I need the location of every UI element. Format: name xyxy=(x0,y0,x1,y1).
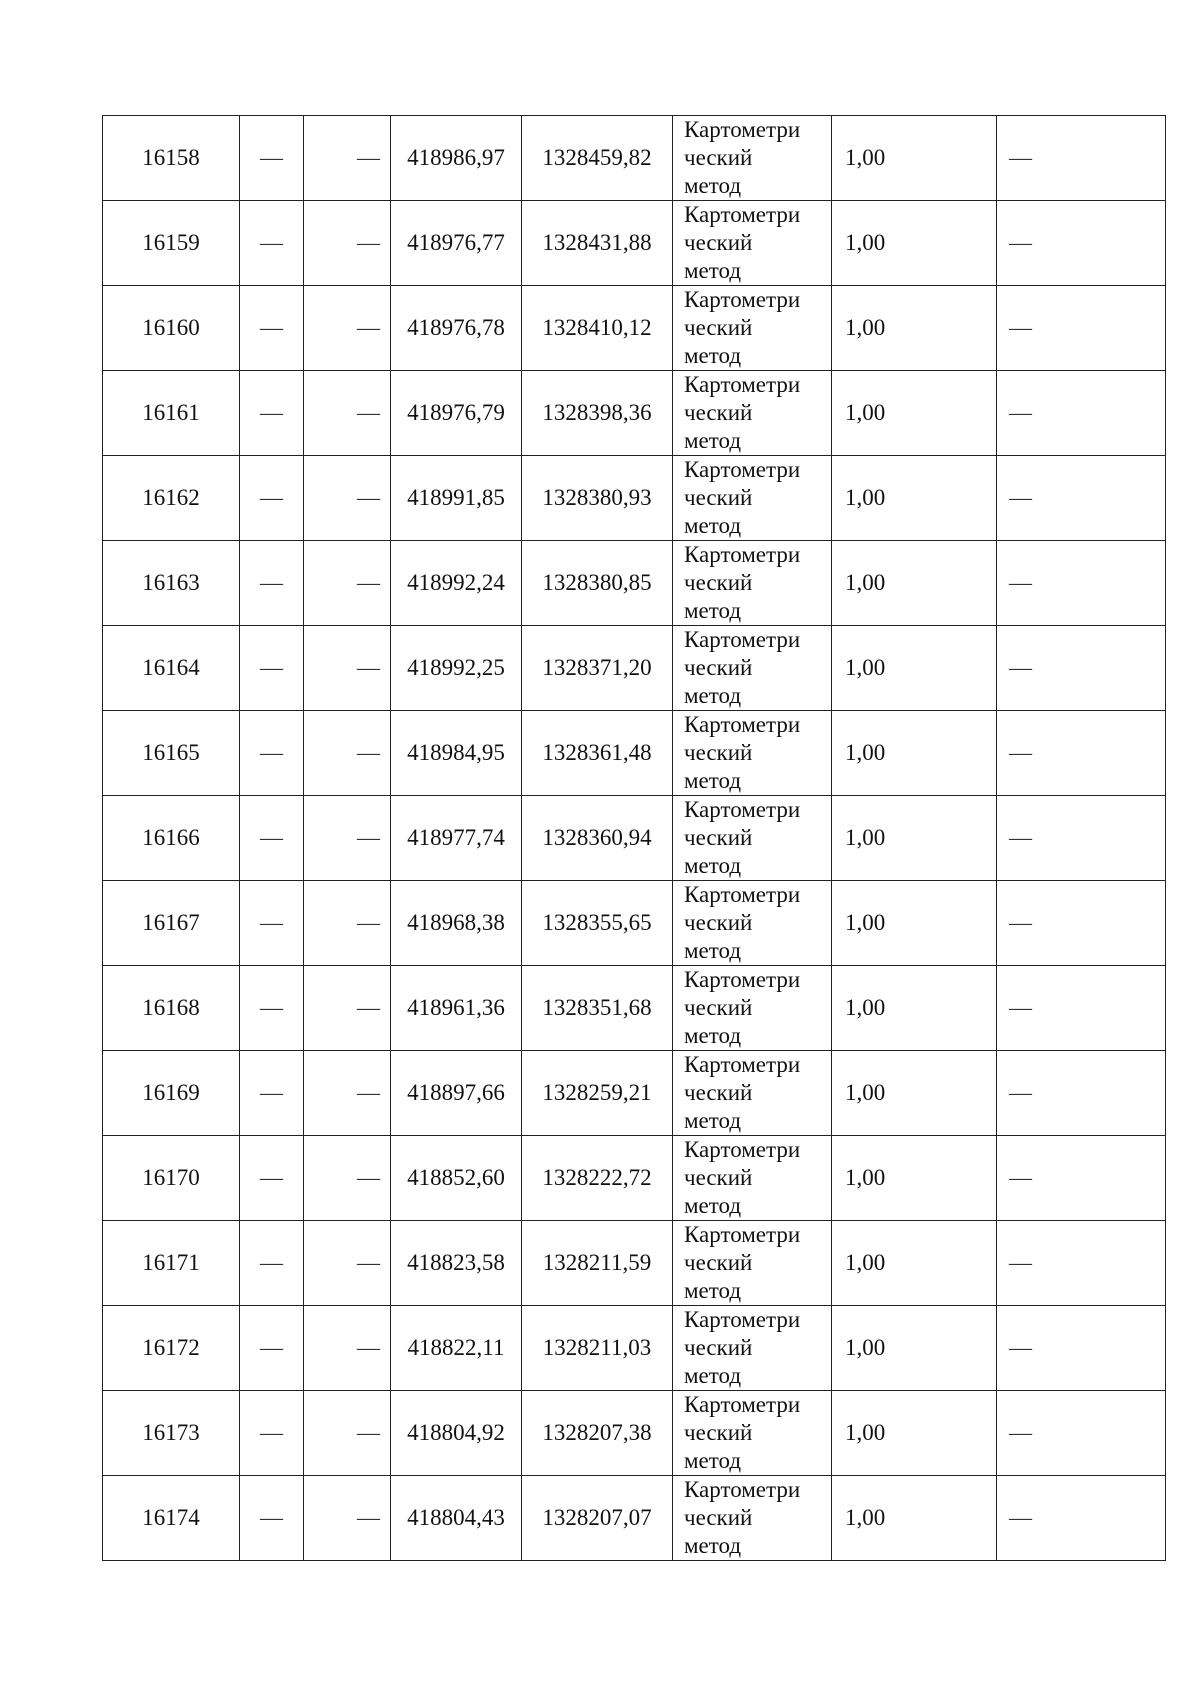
point-number-cell: 16171 xyxy=(103,1221,240,1306)
x-coordinate-cell: 418992,25 xyxy=(391,626,522,711)
method-cell xyxy=(673,116,832,201)
empty-dash-cell: — xyxy=(304,1476,391,1561)
empty-dash-cell: — xyxy=(997,1476,1166,1561)
method-text-line: метод xyxy=(684,258,742,283)
y-coordinate-cell: 1328351,68 xyxy=(522,966,673,1051)
method-text-line: метод xyxy=(684,173,742,198)
point-number-cell: 16158 xyxy=(103,116,240,201)
method-cell xyxy=(673,1136,832,1221)
method-text-line: ческий xyxy=(684,1165,753,1190)
y-coordinate-cell: 1328459,82 xyxy=(522,116,673,201)
method-text-line: ческий xyxy=(684,1250,753,1275)
method-cell xyxy=(673,881,832,966)
empty-dash-cell: — xyxy=(304,1306,391,1391)
table-row xyxy=(103,541,1166,626)
point-number-cell: 16164 xyxy=(103,626,240,711)
y-coordinate-cell: 1328410,12 xyxy=(522,286,673,371)
empty-dash-cell: — xyxy=(304,966,391,1051)
method-text-line: Картометри xyxy=(684,202,801,227)
x-coordinate-cell: 418852,60 xyxy=(391,1136,522,1221)
empty-dash-cell: — xyxy=(304,456,391,541)
empty-dash-cell: — xyxy=(240,711,304,796)
empty-dash-cell: — xyxy=(997,116,1166,201)
point-number-cell: 16163 xyxy=(103,541,240,626)
empty-dash-cell: — xyxy=(997,286,1166,371)
point-number-cell: 16165 xyxy=(103,711,240,796)
point-number-cell: 16161 xyxy=(103,371,240,456)
table-row xyxy=(103,1051,1166,1136)
method-text-line: метод xyxy=(684,1533,742,1558)
empty-dash-cell: — xyxy=(304,1051,391,1136)
method-cell xyxy=(673,1391,832,1476)
empty-dash-cell: — xyxy=(240,796,304,881)
x-coordinate-cell: 418991,85 xyxy=(391,456,522,541)
method-cell xyxy=(673,1221,832,1306)
method-cell xyxy=(673,711,832,796)
empty-dash-cell: — xyxy=(304,201,391,286)
method-text-line: метод xyxy=(684,1023,742,1048)
method-cell xyxy=(673,1306,832,1391)
table-row xyxy=(103,1476,1166,1561)
method-text-line: метод xyxy=(684,1108,742,1133)
x-coordinate-cell: 418804,43 xyxy=(391,1476,522,1561)
accuracy-cell: 1,00 xyxy=(832,626,997,711)
accuracy-cell: 1,00 xyxy=(832,541,997,626)
empty-dash-cell: — xyxy=(997,1136,1166,1221)
point-number-cell: 16169 xyxy=(103,1051,240,1136)
empty-dash-cell: — xyxy=(304,626,391,711)
method-text-line: Картометри xyxy=(684,1477,801,1502)
table-row xyxy=(103,456,1166,541)
empty-dash-cell: — xyxy=(997,371,1166,456)
method-text-line: метод xyxy=(684,598,742,623)
x-coordinate-cell: 418804,92 xyxy=(391,1391,522,1476)
accuracy-cell: 1,00 xyxy=(832,1476,997,1561)
accuracy-cell: 1,00 xyxy=(832,881,997,966)
empty-dash-cell: — xyxy=(240,201,304,286)
x-coordinate-cell: 418984,95 xyxy=(391,711,522,796)
method-text-line: Картометри xyxy=(684,1222,801,1247)
method-text-line: Картометри xyxy=(684,627,801,652)
method-cell xyxy=(673,201,832,286)
point-number-cell: 16162 xyxy=(103,456,240,541)
accuracy-cell: 1,00 xyxy=(832,286,997,371)
empty-dash-cell: — xyxy=(304,711,391,796)
y-coordinate-cell: 1328431,88 xyxy=(522,201,673,286)
y-coordinate-cell: 1328211,59 xyxy=(522,1221,673,1306)
method-text-line: Картометри xyxy=(684,967,801,992)
method-cell xyxy=(673,371,832,456)
method-text-line: метод xyxy=(684,1278,742,1303)
table-row xyxy=(103,881,1166,966)
empty-dash-cell: — xyxy=(240,1306,304,1391)
point-number-cell: 16172 xyxy=(103,1306,240,1391)
method-text-line: Картометри xyxy=(684,1052,801,1077)
method-text-line: ческий xyxy=(684,995,753,1020)
empty-dash-cell: — xyxy=(997,1051,1166,1136)
y-coordinate-cell: 1328380,93 xyxy=(522,456,673,541)
method-text-line: ческий xyxy=(684,655,753,680)
method-text-line: Картометри xyxy=(684,882,801,907)
empty-dash-cell: — xyxy=(240,116,304,201)
empty-dash-cell: — xyxy=(304,371,391,456)
accuracy-cell: 1,00 xyxy=(832,456,997,541)
method-text-line: метод xyxy=(684,1363,742,1388)
table-row xyxy=(103,1221,1166,1306)
accuracy-cell: 1,00 xyxy=(832,116,997,201)
method-text-line: ческий xyxy=(684,145,753,170)
point-number-cell: 16159 xyxy=(103,201,240,286)
method-cell xyxy=(673,1476,832,1561)
empty-dash-cell: — xyxy=(240,371,304,456)
empty-dash-cell: — xyxy=(240,626,304,711)
accuracy-cell: 1,00 xyxy=(832,1051,997,1136)
method-text-line: метод xyxy=(684,343,742,368)
table-row xyxy=(103,711,1166,796)
empty-dash-cell: — xyxy=(240,456,304,541)
method-text-line: Картометри xyxy=(684,542,801,567)
accuracy-cell: 1,00 xyxy=(832,796,997,881)
accuracy-cell: 1,00 xyxy=(832,1391,997,1476)
empty-dash-cell: — xyxy=(997,1221,1166,1306)
method-text-line: ческий xyxy=(684,485,753,510)
method-cell xyxy=(673,541,832,626)
method-text-line: ческий xyxy=(684,1080,753,1105)
method-text-line: ческий xyxy=(684,230,753,255)
method-text-line: метод xyxy=(684,938,742,963)
empty-dash-cell: — xyxy=(304,116,391,201)
y-coordinate-cell: 1328211,03 xyxy=(522,1306,673,1391)
accuracy-cell: 1,00 xyxy=(832,371,997,456)
point-number-cell: 16160 xyxy=(103,286,240,371)
empty-dash-cell: — xyxy=(240,966,304,1051)
table-row xyxy=(103,1306,1166,1391)
point-number-cell: 16170 xyxy=(103,1136,240,1221)
y-coordinate-cell: 1328207,07 xyxy=(522,1476,673,1561)
x-coordinate-cell: 418968,38 xyxy=(391,881,522,966)
x-coordinate-cell: 418822,11 xyxy=(391,1306,522,1391)
empty-dash-cell: — xyxy=(997,711,1166,796)
point-number-cell: 16173 xyxy=(103,1391,240,1476)
empty-dash-cell: — xyxy=(240,881,304,966)
empty-dash-cell: — xyxy=(997,541,1166,626)
y-coordinate-cell: 1328222,72 xyxy=(522,1136,673,1221)
empty-dash-cell: — xyxy=(240,541,304,626)
table-row xyxy=(103,201,1166,286)
empty-dash-cell: — xyxy=(997,1306,1166,1391)
method-text-line: Картометри xyxy=(684,1137,801,1162)
x-coordinate-cell: 418992,24 xyxy=(391,541,522,626)
method-text-line: ческий xyxy=(684,1335,753,1360)
empty-dash-cell: — xyxy=(240,1221,304,1306)
empty-dash-cell: — xyxy=(240,1476,304,1561)
method-text-line: ческий xyxy=(684,1505,753,1530)
empty-dash-cell: — xyxy=(304,881,391,966)
y-coordinate-cell: 1328380,85 xyxy=(522,541,673,626)
accuracy-cell: 1,00 xyxy=(832,966,997,1051)
method-cell xyxy=(673,796,832,881)
method-text-line: метод xyxy=(684,428,742,453)
empty-dash-cell: — xyxy=(304,286,391,371)
table-row xyxy=(103,796,1166,881)
method-text-line: Картометри xyxy=(684,1307,801,1332)
method-cell xyxy=(673,1051,832,1136)
method-text-line: ческий xyxy=(684,400,753,425)
empty-dash-cell: — xyxy=(997,796,1166,881)
empty-dash-cell: — xyxy=(304,541,391,626)
y-coordinate-cell: 1328355,65 xyxy=(522,881,673,966)
table-row xyxy=(103,286,1166,371)
method-text-line: метод xyxy=(684,683,742,708)
method-cell xyxy=(673,456,832,541)
empty-dash-cell: — xyxy=(304,796,391,881)
method-text-line: ческий xyxy=(684,315,753,340)
table-row xyxy=(103,966,1166,1051)
table-row xyxy=(103,1391,1166,1476)
empty-dash-cell: — xyxy=(997,456,1166,541)
y-coordinate-cell: 1328259,21 xyxy=(522,1051,673,1136)
table-row xyxy=(103,371,1166,456)
point-number-cell: 16166 xyxy=(103,796,240,881)
y-coordinate-cell: 1328207,38 xyxy=(522,1391,673,1476)
point-number-cell: 16174 xyxy=(103,1476,240,1561)
method-text-line: Картометри xyxy=(684,372,801,397)
method-cell xyxy=(673,286,832,371)
accuracy-cell: 1,00 xyxy=(832,1221,997,1306)
empty-dash-cell: — xyxy=(997,626,1166,711)
empty-dash-cell: — xyxy=(240,286,304,371)
method-text-line: ческий xyxy=(684,1420,753,1445)
method-text-line: Картометри xyxy=(684,1392,801,1417)
table-row xyxy=(103,116,1166,201)
method-text-line: Картометри xyxy=(684,287,801,312)
method-text-line: метод xyxy=(684,1193,742,1218)
method-text-line: Картометри xyxy=(684,712,801,737)
accuracy-cell: 1,00 xyxy=(832,1136,997,1221)
table-row xyxy=(103,626,1166,711)
empty-dash-cell: — xyxy=(304,1136,391,1221)
method-text-line: ческий xyxy=(684,910,753,935)
empty-dash-cell: — xyxy=(240,1391,304,1476)
empty-dash-cell: — xyxy=(240,1051,304,1136)
empty-dash-cell: — xyxy=(240,1136,304,1221)
method-text-line: метод xyxy=(684,768,742,793)
accuracy-cell: 1,00 xyxy=(832,1306,997,1391)
empty-dash-cell: — xyxy=(997,881,1166,966)
x-coordinate-cell: 418897,66 xyxy=(391,1051,522,1136)
table-body xyxy=(103,116,1166,1561)
method-text-line: Картометри xyxy=(684,117,801,142)
empty-dash-cell: — xyxy=(304,1221,391,1306)
y-coordinate-cell: 1328360,94 xyxy=(522,796,673,881)
x-coordinate-cell: 418823,58 xyxy=(391,1221,522,1306)
x-coordinate-cell: 418976,78 xyxy=(391,286,522,371)
x-coordinate-cell: 418976,79 xyxy=(391,371,522,456)
method-text-line: ческий xyxy=(684,825,753,850)
x-coordinate-cell: 418976,77 xyxy=(391,201,522,286)
method-text-line: Картометри xyxy=(684,797,801,822)
method-text-line: метод xyxy=(684,513,742,538)
method-text-line: ческий xyxy=(684,740,753,765)
y-coordinate-cell: 1328398,36 xyxy=(522,371,673,456)
accuracy-cell: 1,00 xyxy=(832,201,997,286)
table-row xyxy=(103,1136,1166,1221)
point-number-cell: 16168 xyxy=(103,966,240,1051)
method-cell xyxy=(673,966,832,1051)
empty-dash-cell: — xyxy=(997,201,1166,286)
method-text-line: ческий xyxy=(684,570,753,595)
method-text-line: метод xyxy=(684,853,742,878)
empty-dash-cell: — xyxy=(304,1391,391,1476)
method-text-line: Картометри xyxy=(684,457,801,482)
accuracy-cell: 1,00 xyxy=(832,711,997,796)
x-coordinate-cell: 418977,74 xyxy=(391,796,522,881)
x-coordinate-cell: 418986,97 xyxy=(391,116,522,201)
method-cell xyxy=(673,626,832,711)
y-coordinate-cell: 1328361,48 xyxy=(522,711,673,796)
point-number-cell: 16167 xyxy=(103,881,240,966)
y-coordinate-cell: 1328371,20 xyxy=(522,626,673,711)
x-coordinate-cell: 418961,36 xyxy=(391,966,522,1051)
method-text-line: метод xyxy=(684,1448,742,1473)
empty-dash-cell: — xyxy=(997,966,1166,1051)
empty-dash-cell: — xyxy=(997,1391,1166,1476)
coordinates-table xyxy=(102,115,1166,1561)
